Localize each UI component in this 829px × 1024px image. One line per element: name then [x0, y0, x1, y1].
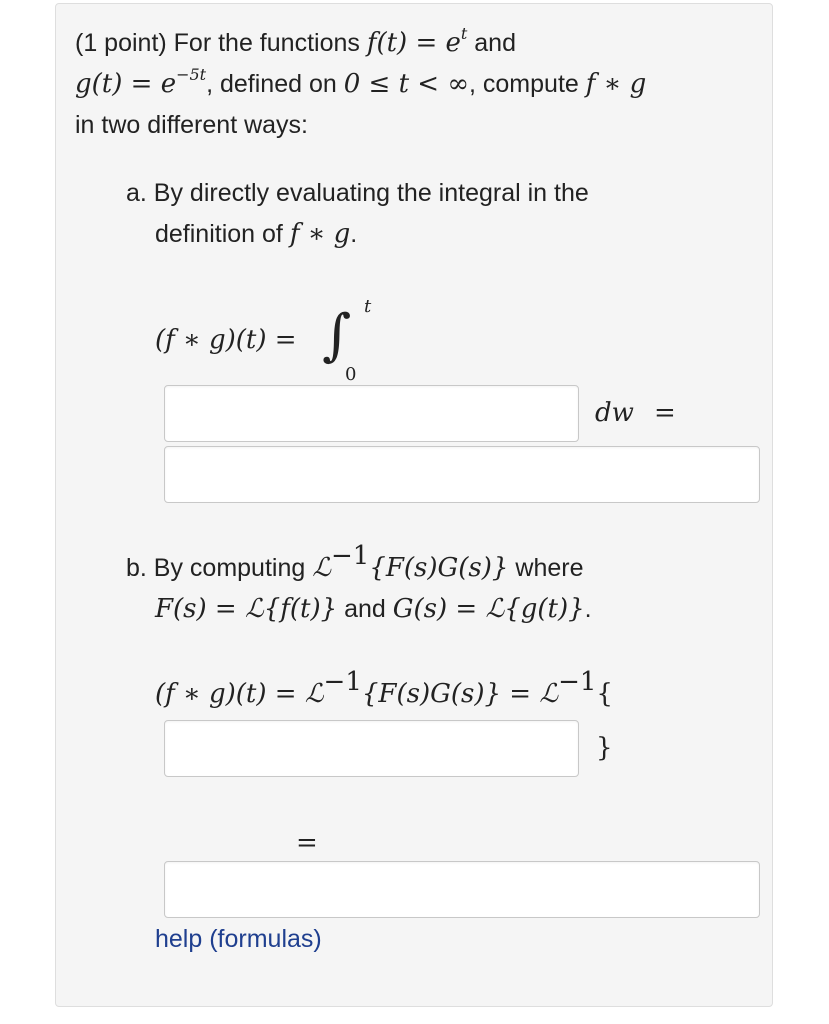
- transform-product-input[interactable]: [164, 720, 579, 777]
- help-formulas-link[interactable]: help (formulas): [155, 925, 322, 953]
- problem-line-1: (1 point) For the functions $f(t) = e^t$ and: [75, 24, 516, 58]
- part-b-label-2: F(s) = ℒ{f(t)} and G(s) = ℒ{g(t)}.: [155, 594, 592, 624]
- equals-sign-b: =: [296, 828, 318, 858]
- integral-sign: ∫: [322, 303, 352, 368]
- problem-line-2: $g(t) = e^{-5t}$, defined on 0 ≤ t < ∞, compute f ∗ g: [75, 65, 647, 99]
- points-label: (1 point): [75, 29, 167, 57]
- problem-card: [55, 3, 773, 1007]
- part-b-label: b. By computing ℒ$^{-1}${F(s)G(s)} where: [126, 541, 584, 583]
- part-a-label: a. By directly evaluating the integral in the: [126, 179, 589, 207]
- problem-line-3: in two different ways:: [75, 111, 308, 139]
- equals-sign-a: =: [654, 398, 676, 428]
- convolution: f ∗ g: [585, 69, 647, 99]
- f-definition: $f(t) = e^t$: [366, 24, 468, 58]
- part-a-label-2: definition of f ∗ g.: [155, 219, 358, 249]
- integral-result-input[interactable]: [164, 446, 760, 503]
- g-definition: $g(t) = e^{-5t}$: [75, 65, 207, 99]
- integral-lower-limit: 0: [345, 364, 357, 385]
- close-brace: }: [596, 733, 613, 763]
- part-b-equation: (f ∗ g)(t) = ℒ$^{-1}${F(s)G(s)} = ℒ$^{-1}${: [155, 667, 613, 709]
- dw-label: dw: [595, 398, 634, 428]
- part-a-lhs: (f ∗ g)(t) =: [155, 325, 297, 355]
- integral-upper-limit: t: [364, 296, 372, 317]
- inverse-transform-result-input[interactable]: [164, 861, 760, 918]
- domain: 0 ≤ t < ∞: [343, 69, 470, 99]
- integrand-input[interactable]: [164, 385, 579, 442]
